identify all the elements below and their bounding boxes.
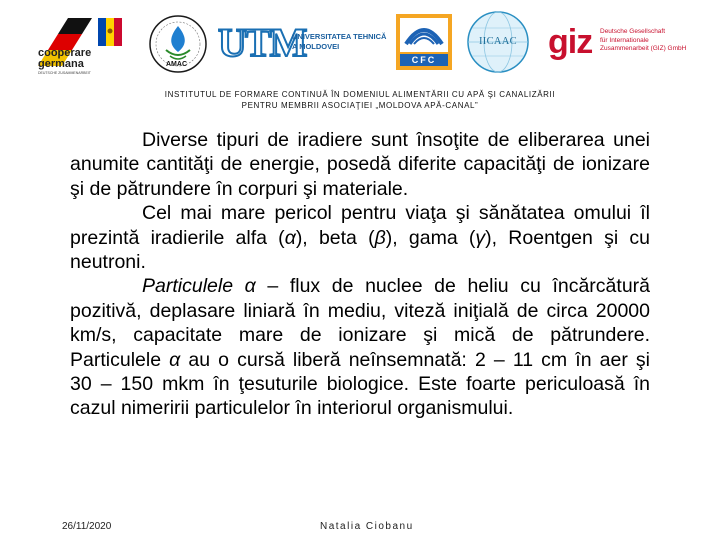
giz-line3: Zusammenarbeit (GIZ) GmbH bbox=[600, 45, 687, 52]
p3-text-1: – flux de nuclee de heliu cu încărcătură pozitivă, deplasare liniară în mediu, viteză iniţială de circa 20000 km/s, capacitate mare de ionizare şi mică de pătrundere. Particulele bbox=[70, 275, 656, 371]
amac-logo bbox=[146, 14, 210, 76]
footer-date: 26/11/2020 bbox=[62, 521, 112, 532]
p2-text-2: ), beta ( bbox=[295, 226, 375, 249]
germana-text: germana bbox=[38, 58, 84, 70]
utm-mark: UTM bbox=[218, 20, 306, 65]
amac-text: AMAC bbox=[166, 61, 187, 68]
institute-header bbox=[0, 89, 720, 111]
utm-logo bbox=[218, 22, 386, 64]
cooperare-subtitle: DEUTSCHE ZUSAMMENARBEIT bbox=[38, 71, 91, 75]
beta-symbol: β bbox=[374, 226, 386, 249]
cooperare-germana-logo bbox=[36, 14, 134, 76]
giz-logo bbox=[548, 22, 718, 66]
footer-author: Natalia Ciobanu bbox=[320, 521, 414, 532]
p3-text-2: au o cursă liberă neînsemnată: 2 – 11 cm în aer şi 30 – 150 mkm în ţesuturile biologice. Este foarte periculoasă în cazul nimeririi particulelor în interiorul organismului. bbox=[70, 348, 710, 420]
iiccaac-logo bbox=[466, 10, 530, 74]
institute-line-2: PENTRU MEMBRII ASOCIAŢIEI „MOLDOVA APĂ-CANAL” bbox=[241, 101, 479, 110]
giz-line1: Deutsche Gesellschaft bbox=[600, 28, 666, 35]
institute-line-1: INSTITUTUL DE FORMARE CONTINUĂ ÎN DOMENIUL ALIMENTĂRII CU APĂ ŞI CANALIZĂRII bbox=[164, 90, 556, 99]
giz-mark: giz bbox=[548, 23, 593, 61]
paragraph-2 bbox=[70, 201, 650, 274]
alpha-symbol: α bbox=[284, 226, 296, 249]
cooperare-text: cooperare bbox=[38, 47, 92, 59]
p2-text-3: ), gama ( bbox=[385, 226, 476, 249]
utm-line1: UNIVERSITATEA TEHNICĂ bbox=[292, 32, 387, 41]
alpha-particles-term: Particulele α bbox=[142, 275, 256, 298]
utm-line2: A MOLDOVEI bbox=[292, 42, 340, 51]
p2-text-1: Cel mai mare pericol pentru viaţa şi sănătatea omului îl prezintă iradierile alfa ( bbox=[70, 202, 650, 249]
alpha-symbol-2: α bbox=[169, 348, 181, 371]
giz-line2: für Internationale bbox=[600, 36, 649, 44]
iiccaac-text: IICAAC bbox=[479, 36, 517, 47]
paragraph-1: Diverse tipuri de iradiere sunt însoţite de eliberarea unei anumite cantităţi de energie, posedă diferite capacităţi de ionizare şi de pătrundere în corpuri şi materiale. bbox=[70, 129, 650, 200]
gamma-symbol: γ bbox=[475, 226, 486, 249]
p2-text-4: ), Roentgen şi cu neutroni. bbox=[70, 226, 650, 274]
slide-body bbox=[70, 128, 710, 421]
logo-bar bbox=[0, 0, 720, 82]
cfc-logo bbox=[396, 14, 452, 70]
paragraph-3 bbox=[70, 274, 710, 420]
cfc-text: CFC bbox=[411, 55, 437, 65]
